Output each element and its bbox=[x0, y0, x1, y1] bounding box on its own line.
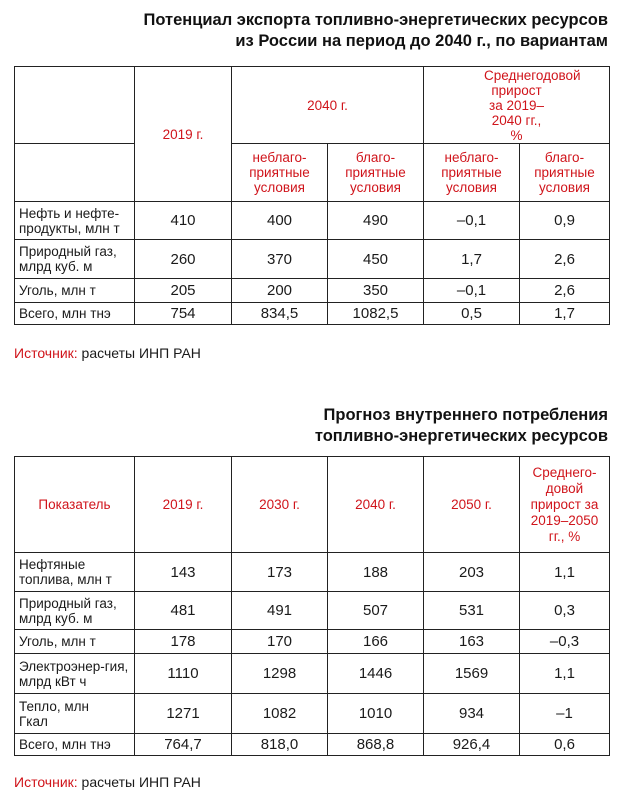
cell-2050: 1569 bbox=[424, 654, 520, 694]
row-label: Уголь, млн т bbox=[15, 630, 135, 654]
cell-growth: –0,3 bbox=[520, 630, 610, 654]
cell-growth-unfav: –0,1 bbox=[424, 202, 520, 240]
table2-title-line1: Прогноз внутреннего потребления bbox=[323, 406, 608, 424]
source-text: расчеты ИНП РАН bbox=[77, 345, 201, 361]
cell-2040: 166 bbox=[328, 630, 424, 654]
table2-header-2030: 2030 г. bbox=[232, 457, 328, 553]
cell-growth: 0,3 bbox=[520, 592, 610, 630]
cell-growth-fav: 2,6 bbox=[520, 279, 610, 303]
cell-2040-unfav: 200 bbox=[232, 279, 328, 303]
cell-growth-fav: 2,6 bbox=[520, 240, 610, 279]
cell-2050: 531 bbox=[424, 592, 520, 630]
table1-header-growth: Среднегодовой прирост за 2019–2040 гг., % bbox=[424, 67, 610, 144]
source-text: расчеты ИНП РАН bbox=[77, 774, 201, 790]
source-label: Источник: bbox=[14, 774, 78, 790]
cell-growth: –1 bbox=[520, 694, 610, 734]
cell-2030: 818,0 bbox=[232, 734, 328, 756]
table2-header-2050: 2050 г. bbox=[424, 457, 520, 553]
table-row-total bbox=[15, 734, 610, 756]
cell-2030: 1298 bbox=[232, 654, 328, 694]
cell-2040-unfav: 400 bbox=[232, 202, 328, 240]
cell-2019: 205 bbox=[135, 279, 232, 303]
cell-2030: 173 bbox=[232, 553, 328, 592]
cell-2030: 491 bbox=[232, 592, 328, 630]
row-label: Природный газ, млрд куб. м bbox=[15, 592, 135, 630]
table-row bbox=[15, 694, 610, 734]
cell-2019: 1271 bbox=[135, 694, 232, 734]
table-row bbox=[15, 592, 610, 630]
table1-header-2019: 2019 г. bbox=[135, 67, 232, 202]
cell-2019: 410 bbox=[135, 202, 232, 240]
cell-2040: 1010 bbox=[328, 694, 424, 734]
table2-source bbox=[14, 774, 201, 790]
table1-corner-cell bbox=[15, 67, 135, 144]
cell-2050: 934 bbox=[424, 694, 520, 734]
cell-2050: 163 bbox=[424, 630, 520, 654]
table1-title-line2: из России на период до 2040 г., по вариантам bbox=[235, 32, 608, 50]
domestic-consumption-table bbox=[14, 456, 610, 756]
table2-header-row bbox=[15, 457, 610, 553]
table1-subheader-row bbox=[15, 144, 610, 202]
cell-2030: 1082 bbox=[232, 694, 328, 734]
cell-2040-unfav: 370 bbox=[232, 240, 328, 279]
row-label: Тепло, млн Гкал bbox=[15, 694, 135, 734]
row-label: Нефть и нефте-продукты, млн т bbox=[15, 202, 135, 240]
table-row-total bbox=[15, 303, 610, 325]
table2-header-growth: Среднего-довой прирост за 2019–2050 гг., % bbox=[520, 457, 610, 553]
cell-2019: 143 bbox=[135, 553, 232, 592]
table-row bbox=[15, 630, 610, 654]
cell-growth: 0,6 bbox=[520, 734, 610, 756]
table1-sub-fav-growth: благо-приятные условия bbox=[520, 144, 610, 202]
cell-2040-fav: 350 bbox=[328, 279, 424, 303]
table2-title-line2: топливно-энергетических ресурсов bbox=[314, 427, 608, 445]
table1-sub-fav-2040: благо-приятные условия bbox=[328, 144, 424, 202]
row-label: Всего, млн тнэ bbox=[15, 303, 135, 325]
table1-sub-unfav-2040: неблаго-приятные условия bbox=[232, 144, 328, 202]
cell-growth-fav: 0,9 bbox=[520, 202, 610, 240]
row-label: Всего, млн тнэ bbox=[15, 734, 135, 756]
table1-sub-unfav-growth: неблаго-приятные условия bbox=[424, 144, 520, 202]
cell-2019: 1110 bbox=[135, 654, 232, 694]
cell-2040: 1446 bbox=[328, 654, 424, 694]
table-row bbox=[15, 240, 610, 279]
cell-2040: 188 bbox=[328, 553, 424, 592]
cell-growth: 1,1 bbox=[520, 553, 610, 592]
cell-growth-unfav: –0,1 bbox=[424, 279, 520, 303]
cell-growth-unfav: 1,7 bbox=[424, 240, 520, 279]
row-label: Нефтяные топлива, млн т bbox=[15, 553, 135, 592]
cell-growth-fav: 1,7 bbox=[520, 303, 610, 325]
row-label: Природный газ, млрд куб. м bbox=[15, 240, 135, 279]
table1-header-2040: 2040 г. bbox=[232, 67, 424, 144]
cell-2030: 170 bbox=[232, 630, 328, 654]
cell-2019: 178 bbox=[135, 630, 232, 654]
table2-header-2019: 2019 г. bbox=[135, 457, 232, 553]
table-row bbox=[15, 202, 610, 240]
cell-2040-fav: 1082,5 bbox=[328, 303, 424, 325]
cell-2019: 764,7 bbox=[135, 734, 232, 756]
cell-2019: 260 bbox=[135, 240, 232, 279]
table2-header-2040: 2040 г. bbox=[328, 457, 424, 553]
source-label: Источник: bbox=[14, 345, 78, 361]
table2-header-indicator: Показатель bbox=[15, 457, 135, 553]
table1-header-row bbox=[15, 67, 610, 144]
table1-title-line1: Потенциал экспорта топливно-энергетических ресурсов bbox=[143, 11, 608, 29]
cell-2040-unfav: 834,5 bbox=[232, 303, 328, 325]
cell-2050: 203 bbox=[424, 553, 520, 592]
table1-corner-cell-2 bbox=[15, 144, 135, 202]
table1-source bbox=[14, 345, 201, 361]
export-potential-table bbox=[14, 66, 610, 325]
cell-2019: 481 bbox=[135, 592, 232, 630]
table-row bbox=[15, 654, 610, 694]
table1-title bbox=[144, 10, 609, 52]
table2-title bbox=[315, 405, 608, 447]
row-label: Электроэнер-гия, млрд кВт ч bbox=[15, 654, 135, 694]
cell-2019: 754 bbox=[135, 303, 232, 325]
row-label: Уголь, млн т bbox=[15, 279, 135, 303]
table-row bbox=[15, 553, 610, 592]
cell-2040-fav: 490 bbox=[328, 202, 424, 240]
cell-2040-fav: 450 bbox=[328, 240, 424, 279]
cell-2040: 868,8 bbox=[328, 734, 424, 756]
cell-growth-unfav: 0,5 bbox=[424, 303, 520, 325]
cell-growth: 1,1 bbox=[520, 654, 610, 694]
table-row bbox=[15, 279, 610, 303]
cell-2050: 926,4 bbox=[424, 734, 520, 756]
cell-2040: 507 bbox=[328, 592, 424, 630]
